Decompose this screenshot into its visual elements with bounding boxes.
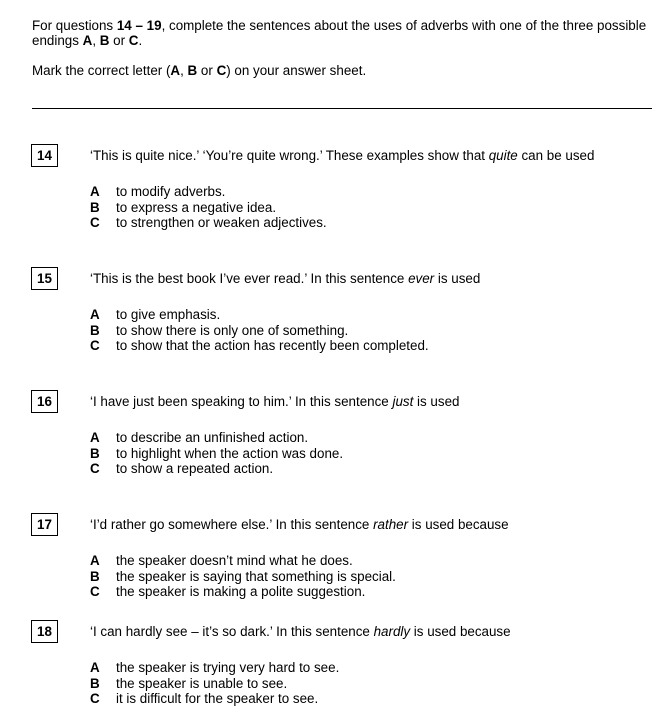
question-stem bbox=[90, 148, 594, 163]
option-text: to show that the action has recently been completed. bbox=[116, 338, 429, 354]
option-text: the speaker is saying that something is special. bbox=[116, 568, 396, 584]
option-letter: B bbox=[90, 568, 100, 584]
question-number: 15 bbox=[31, 267, 58, 290]
option-c bbox=[90, 584, 396, 600]
stem-text: ‘I’d rather go somewhere else.’ In this sentence bbox=[90, 517, 374, 532]
stem-adverb: just bbox=[392, 394, 414, 409]
instr-ending-c: C bbox=[128, 33, 139, 48]
option-text: to describe an unfinished action. bbox=[116, 430, 309, 445]
mark-text: ) on your answer sheet. bbox=[226, 63, 367, 78]
option-b bbox=[90, 676, 339, 692]
instr-text: , bbox=[92, 33, 100, 48]
instr-range-end: 19 bbox=[146, 18, 162, 33]
option-b bbox=[90, 323, 429, 339]
option-letter: B bbox=[90, 322, 100, 338]
mark-letter-b: B bbox=[187, 63, 198, 78]
option-text: to express a negative idea. bbox=[116, 199, 277, 215]
stem-adverb: quite bbox=[488, 148, 518, 163]
instr-text: or bbox=[109, 33, 129, 48]
stem-adverb: rather bbox=[373, 517, 409, 532]
question-stem bbox=[90, 271, 480, 286]
stem-adverb: ever bbox=[408, 271, 435, 286]
option-letter: A bbox=[90, 430, 100, 445]
instr-text: , complete the sentences about the uses of adverbs with one of the three possible endings bbox=[32, 18, 647, 48]
option-letter: B bbox=[90, 675, 100, 691]
mark-letter-c: C bbox=[216, 63, 227, 78]
option-b bbox=[90, 446, 343, 462]
option-text: the speaker is trying very hard to see. bbox=[116, 660, 340, 675]
mark-letter-a: A bbox=[170, 63, 181, 78]
answer-options bbox=[90, 307, 429, 354]
option-c bbox=[90, 215, 327, 231]
question-stem bbox=[90, 517, 509, 532]
answer-options bbox=[90, 184, 327, 231]
option-letter: C bbox=[90, 584, 100, 600]
instructions bbox=[32, 18, 657, 78]
option-text: to strengthen or weaken adjectives. bbox=[116, 215, 327, 231]
stem-text: is used bbox=[434, 271, 481, 286]
option-letter: C bbox=[90, 691, 100, 707]
stem-text: ‘This is the best book I’ve ever read.’ In this sentence bbox=[90, 271, 409, 286]
option-letter: A bbox=[90, 553, 100, 568]
question-number: 16 bbox=[31, 390, 58, 413]
instr-ending-a: A bbox=[82, 33, 93, 48]
option-text: to show a repeated action. bbox=[116, 461, 274, 477]
option-letter: C bbox=[90, 461, 100, 477]
instr-range-start: 14 bbox=[116, 18, 132, 33]
option-text: the speaker is unable to see. bbox=[116, 675, 288, 691]
question-stem bbox=[90, 394, 459, 409]
stem-text: ‘I can hardly see – it’s so dark.’ In this sentence bbox=[90, 624, 374, 639]
option-text: to modify adverbs. bbox=[116, 184, 226, 199]
answer-options bbox=[90, 553, 396, 600]
stem-text: can be used bbox=[517, 148, 595, 163]
option-letter: B bbox=[90, 445, 100, 461]
option-a bbox=[90, 430, 343, 446]
option-letter: A bbox=[90, 184, 100, 199]
option-letter: A bbox=[90, 660, 100, 675]
option-b bbox=[90, 569, 396, 585]
answer-options bbox=[90, 430, 343, 477]
question-number: 14 bbox=[31, 144, 58, 167]
option-text: to give emphasis. bbox=[116, 307, 221, 322]
option-letter: B bbox=[90, 199, 100, 215]
option-letter: C bbox=[90, 215, 100, 231]
option-b bbox=[90, 200, 327, 216]
option-a bbox=[90, 307, 429, 323]
option-text: to highlight when the action was done. bbox=[116, 445, 344, 461]
instr-text: . bbox=[138, 33, 143, 48]
option-a bbox=[90, 553, 396, 569]
mark-instructions bbox=[32, 63, 657, 78]
option-c bbox=[90, 461, 343, 477]
option-c bbox=[90, 338, 429, 354]
option-text: the speaker is making a polite suggestion. bbox=[116, 584, 366, 600]
instr-range-dash: – bbox=[131, 18, 147, 33]
question-number: 17 bbox=[31, 513, 58, 536]
question-stem bbox=[90, 624, 511, 639]
option-a bbox=[90, 184, 327, 200]
option-text: it is difficult for the speaker to see. bbox=[116, 691, 319, 707]
stem-adverb: hardly bbox=[373, 624, 411, 639]
mark-text: , bbox=[180, 63, 188, 78]
option-letter: C bbox=[90, 338, 100, 354]
stem-text: ‘I have just been speaking to him.’ In this sentence bbox=[90, 394, 393, 409]
section-divider bbox=[32, 108, 652, 109]
option-text: the speaker doesn’t mind what he does. bbox=[116, 553, 353, 568]
stem-text: is used because bbox=[410, 624, 511, 639]
option-a bbox=[90, 660, 339, 676]
option-letter: A bbox=[90, 307, 100, 322]
instr-ending-b: B bbox=[99, 33, 110, 48]
instr-text: For questions bbox=[32, 18, 117, 33]
option-text: to show there is only one of something. bbox=[116, 322, 349, 338]
stem-text: is used bbox=[413, 394, 460, 409]
stem-text: is used because bbox=[408, 517, 509, 532]
option-c bbox=[90, 691, 339, 707]
mark-text: or bbox=[197, 63, 217, 78]
stem-text: ‘This is quite nice.’ ‘You’re quite wrong.’ These examples show that bbox=[90, 148, 489, 163]
instructions-text bbox=[32, 18, 657, 48]
mark-text: Mark the correct letter ( bbox=[32, 63, 171, 78]
question-number: 18 bbox=[31, 620, 58, 643]
answer-options bbox=[90, 660, 339, 707]
